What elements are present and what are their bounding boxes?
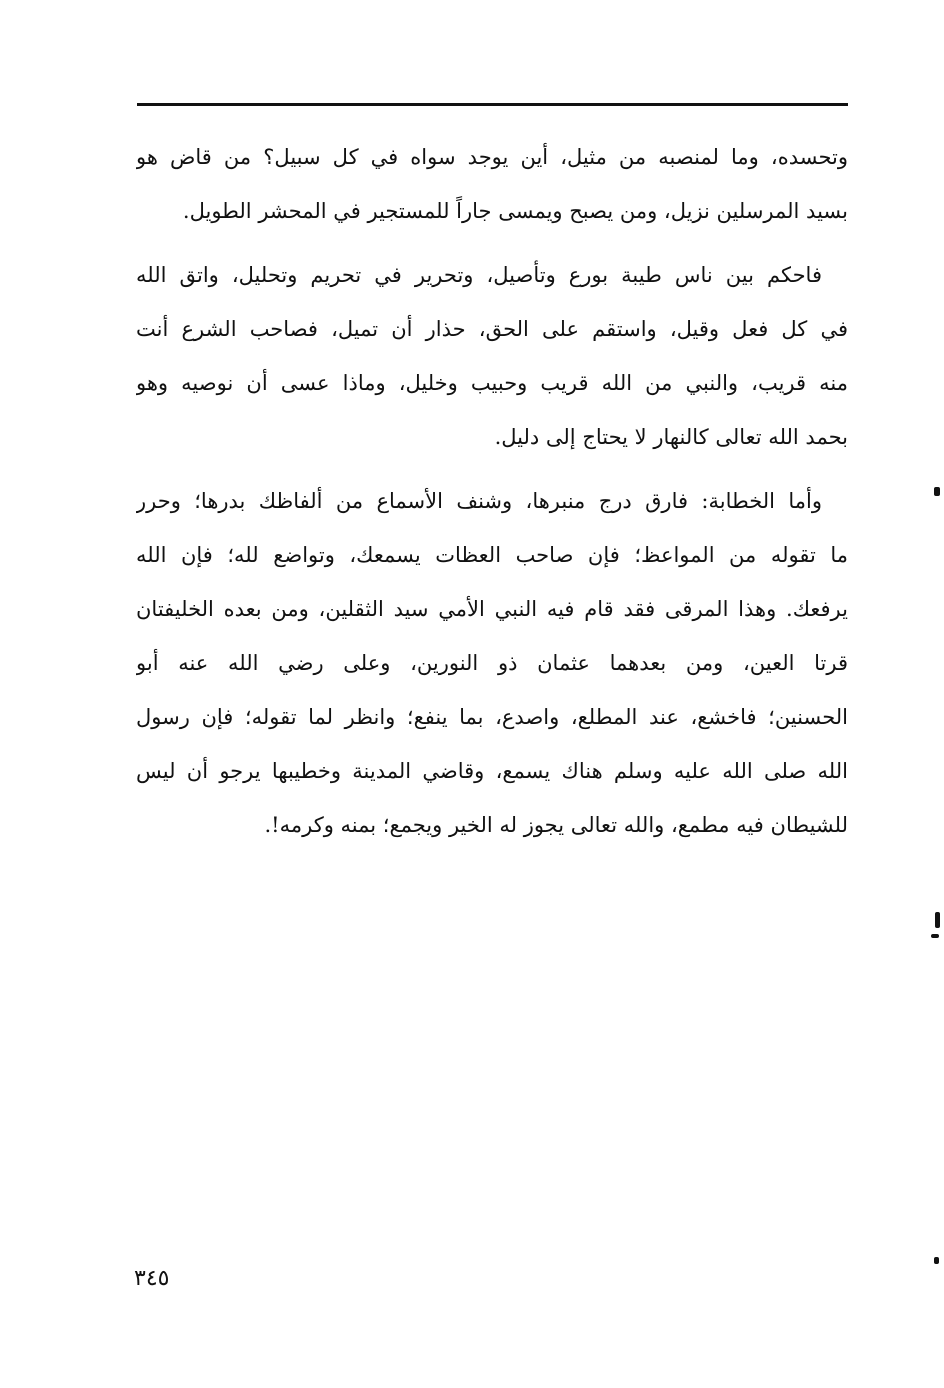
scan-mark [931, 934, 939, 938]
body-text [136, 130, 848, 862]
page-number: ٣٤٥ [134, 1266, 170, 1291]
text-line: للشيطان فيه مطمع، والله تعالى يجوز له الخير ويجمع؛ بمنه وكرمه!. [264, 813, 848, 837]
paragraph-3 [136, 474, 848, 852]
text-line: وتحسده، وما لمنصبه من مثيل، أين يوجد سواه في كل سبيل؟ من قاض هو [136, 145, 848, 169]
text-line: بحمد الله تعالى كالنهار لا يحتاج إلى دليل. [494, 425, 848, 449]
text-line: الحسنين؛ فاخشع، عند المطلع، واصدع، بما ينفع؛ وانظر لما تقوله؛ فإن رسول [136, 705, 848, 729]
paragraph-2 [136, 248, 848, 464]
scan-mark [934, 487, 940, 496]
header-rule [137, 103, 848, 106]
paragraph-1 [136, 130, 848, 238]
scan-mark [934, 1257, 939, 1264]
text-line: الله صلى الله عليه وسلم هناك يسمع، وقاضي المدينة وخطيبها يرجو أن ليس [136, 759, 848, 783]
text-line: قرتا العين، ومن بعدهما عثمان ذو النورين، وعلى رضي الله عنه أبو [136, 651, 848, 675]
text-line: يرفعك. وهذا المرقى فقد قام فيه النبي الأمي سيد الثقلين، ومن بعده الخليفتان [136, 597, 848, 621]
scan-mark [935, 912, 940, 928]
text-line: وأما الخطابة: فارق درج منبرها، وشنف الأسماع من ألفاظك بدرها؛ وحرر [136, 489, 823, 513]
text-line: فاحكم بين ناس طيبة بورع وتأصيل، وتحرير في تحريم وتحليل، واتق الله [136, 263, 822, 287]
text-line: في كل فعل وقيل، واستقم على الحق، حذار أن تميل، فصاحب الشرع أنت [136, 317, 848, 341]
text-line: منه قريب، والنبي من الله قريب وحبيب وخليل، وماذا عسى أن نوصيه وهو [136, 371, 848, 395]
text-line: ما تقوله من المواعظ؛ فإن صاحب العظات يسمعك، وتواضع لله؛ فإن الله [136, 543, 848, 567]
text-line: بسيد المرسلين نزيل، ومن يصبح ويمسى جاراً للمستجير في المحشر الطويل. [182, 199, 848, 223]
